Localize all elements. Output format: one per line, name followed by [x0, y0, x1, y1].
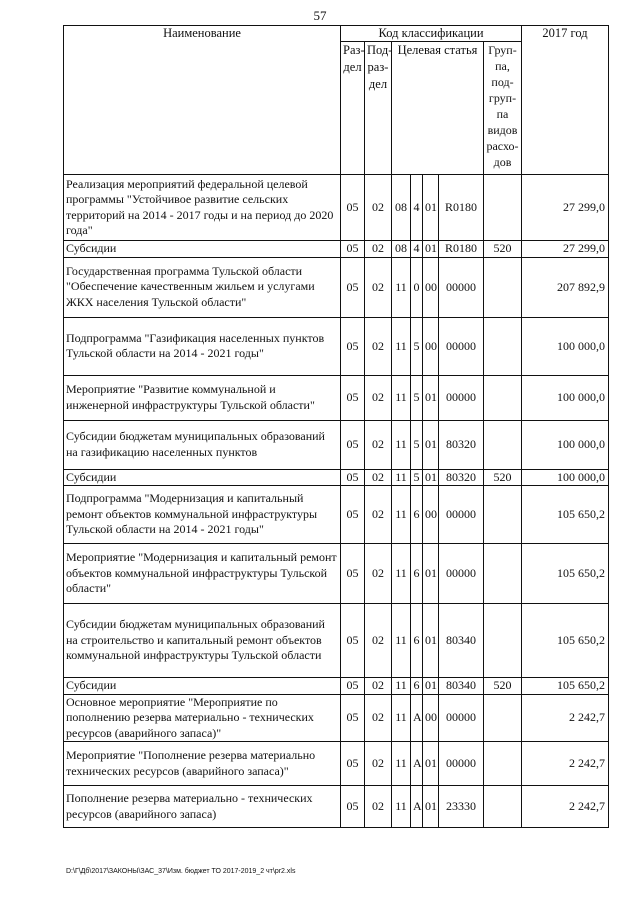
- row-amount: 100 000,0: [522, 420, 609, 469]
- row-target-c4: 00000: [439, 742, 484, 786]
- table-row: [64, 486, 609, 544]
- row-podrazdel: 02: [365, 786, 392, 828]
- row-expense-group: [484, 694, 522, 742]
- row-razdel: 05: [341, 175, 365, 241]
- row-name: Основное мероприятие "Мероприятие по пополнению резерва материально - технических ресурсов (аварийного запаса)": [64, 694, 341, 742]
- row-podrazdel: 02: [365, 375, 392, 420]
- row-target-c4: R0180: [439, 241, 484, 258]
- row-expense-group: [484, 420, 522, 469]
- row-razdel: 05: [341, 317, 365, 375]
- header-razdel: Раз- дел: [341, 42, 365, 175]
- row-name: Государственная программа Тульской области "Обеспечение качественным жильем и услугами ЖКХ населения Тульской области": [64, 257, 341, 317]
- row-target-c3: 00: [423, 317, 439, 375]
- row-target-c2: 4: [411, 175, 423, 241]
- row-amount: 2 242,7: [522, 786, 609, 828]
- header-code-group: Код классификации: [341, 26, 522, 42]
- row-podrazdel: 02: [365, 486, 392, 544]
- row-name: Субсидии бюджетам муниципальных образований на газификацию населенных пунктов: [64, 420, 341, 469]
- row-amount: 2 242,7: [522, 742, 609, 786]
- row-target-c1: 11: [392, 678, 411, 695]
- row-expense-group: [484, 786, 522, 828]
- row-amount: 27 299,0: [522, 241, 609, 258]
- row-target-c2: 5: [411, 375, 423, 420]
- row-podrazdel: 02: [365, 694, 392, 742]
- row-razdel: 05: [341, 604, 365, 678]
- page-number: 57: [313, 8, 327, 23]
- row-target-c2: 4: [411, 241, 423, 258]
- row-target-c3: 01: [423, 469, 439, 486]
- row-amount: 27 299,0: [522, 175, 609, 241]
- row-target-c2: А: [411, 742, 423, 786]
- row-target-c3: 01: [423, 742, 439, 786]
- table-row: [64, 678, 609, 695]
- row-target-c4: 00000: [439, 486, 484, 544]
- row-target-c4: 00000: [439, 257, 484, 317]
- row-expense-group: [484, 317, 522, 375]
- table-row: [64, 241, 609, 258]
- table-row: [64, 786, 609, 828]
- row-target-c2: 5: [411, 317, 423, 375]
- row-target-c1: 08: [392, 241, 411, 258]
- table-row: [64, 742, 609, 786]
- row-target-c3: 01: [423, 544, 439, 604]
- row-razdel: 05: [341, 375, 365, 420]
- row-razdel: 05: [341, 469, 365, 486]
- row-target-c4: 00000: [439, 375, 484, 420]
- row-target-c1: 11: [392, 604, 411, 678]
- row-podrazdel: 02: [365, 742, 392, 786]
- row-podrazdel: 02: [365, 604, 392, 678]
- row-target-c3: 00: [423, 257, 439, 317]
- row-target-c4: R0180: [439, 175, 484, 241]
- table-row: [64, 257, 609, 317]
- row-razdel: 05: [341, 694, 365, 742]
- row-target-c3: 01: [423, 241, 439, 258]
- table-row: [64, 694, 609, 742]
- row-target-c2: 6: [411, 678, 423, 695]
- row-razdel: 05: [341, 742, 365, 786]
- row-amount: 105 650,2: [522, 604, 609, 678]
- row-target-c1: 11: [392, 742, 411, 786]
- row-target-c2: А: [411, 694, 423, 742]
- row-expense-group: [484, 375, 522, 420]
- row-target-c1: 11: [392, 486, 411, 544]
- row-razdel: 05: [341, 420, 365, 469]
- row-target-c4: 00000: [439, 694, 484, 742]
- table-row: [64, 420, 609, 469]
- row-amount: 207 892,9: [522, 257, 609, 317]
- row-target-c3: 01: [423, 786, 439, 828]
- row-expense-group: 520: [484, 678, 522, 695]
- row-name: Мероприятие "Модернизация и капитальный ремонт объектов коммунальной инфраструктуры Тульской области": [64, 544, 341, 604]
- row-target-c2: 6: [411, 604, 423, 678]
- row-podrazdel: 02: [365, 544, 392, 604]
- row-target-c2: 5: [411, 420, 423, 469]
- budget-table: [63, 25, 609, 828]
- table-body: [64, 175, 609, 828]
- row-target-c3: 01: [423, 420, 439, 469]
- row-target-c3: 01: [423, 175, 439, 241]
- row-amount: 105 650,2: [522, 486, 609, 544]
- header-expense-group: Груп- па, под- груп- па видов расхо- дов: [484, 42, 522, 175]
- row-target-c2: 6: [411, 544, 423, 604]
- row-amount: 105 650,2: [522, 544, 609, 604]
- row-target-c1: 11: [392, 257, 411, 317]
- row-podrazdel: 02: [365, 175, 392, 241]
- row-expense-group: [484, 257, 522, 317]
- row-expense-group: [484, 175, 522, 241]
- row-name: Пополнение резерва материально - технических ресурсов (аварийного запаса): [64, 786, 341, 828]
- row-target-c4: 80340: [439, 678, 484, 695]
- row-podrazdel: 02: [365, 241, 392, 258]
- row-target-c1: 11: [392, 317, 411, 375]
- row-razdel: 05: [341, 486, 365, 544]
- row-podrazdel: 02: [365, 420, 392, 469]
- row-target-c4: 00000: [439, 544, 484, 604]
- row-target-c4: 23330: [439, 786, 484, 828]
- header-target-article: Целевая статья: [392, 42, 484, 175]
- file-path-footer: D:\Г\Дб\2017\ЗАКОНЫ\ЗАС_37\Изм. бюджет ТО 2017-2019_2 чт\pr2.xls: [66, 868, 296, 875]
- row-name: Подпрограмма "Газификация населенных пунктов Тульской области на 2014 - 2021 годы": [64, 317, 341, 375]
- row-razdel: 05: [341, 678, 365, 695]
- row-name: Реализация мероприятий федеральной целевой программы "Устойчивое развитие сельских территорий на 2014 - 2017 годы и на период до 2020 года": [64, 175, 341, 241]
- row-podrazdel: 02: [365, 257, 392, 317]
- row-target-c2: 5: [411, 469, 423, 486]
- table-row: [64, 469, 609, 486]
- row-razdel: 05: [341, 544, 365, 604]
- table-row: [64, 375, 609, 420]
- header-name: Наименование: [64, 26, 341, 175]
- row-expense-group: [484, 742, 522, 786]
- row-target-c1: 08: [392, 175, 411, 241]
- table-row: [64, 544, 609, 604]
- row-name: Субсидии: [64, 469, 341, 486]
- header-podrazdel: Под- раз- дел: [365, 42, 392, 175]
- row-target-c4: 80320: [439, 420, 484, 469]
- row-target-c4: 80320: [439, 469, 484, 486]
- row-amount: 100 000,0: [522, 469, 609, 486]
- row-razdel: 05: [341, 786, 365, 828]
- row-name: Субсидии: [64, 678, 341, 695]
- row-target-c3: 01: [423, 375, 439, 420]
- row-target-c3: 01: [423, 678, 439, 695]
- row-target-c1: 11: [392, 694, 411, 742]
- row-amount: 100 000,0: [522, 317, 609, 375]
- row-target-c1: 11: [392, 786, 411, 828]
- row-razdel: 05: [341, 257, 365, 317]
- row-name: Подпрограмма "Модернизация и капитальный ремонт объектов коммунальной инфраструктуры Тульской области на 2014 - 2021 годы": [64, 486, 341, 544]
- row-name: Субсидии бюджетам муниципальных образований на строительство и капитальный ремонт объектов коммунальной инфраструктуры Тульской области: [64, 604, 341, 678]
- row-podrazdel: 02: [365, 317, 392, 375]
- row-razdel: 05: [341, 241, 365, 258]
- row-amount: 2 242,7: [522, 694, 609, 742]
- row-target-c3: 01: [423, 604, 439, 678]
- table-row: [64, 175, 609, 241]
- row-target-c4: 80340: [439, 604, 484, 678]
- row-name: Мероприятие "Развитие коммунальной и инженерной инфраструктуры Тульской области": [64, 375, 341, 420]
- row-amount: 105 650,2: [522, 678, 609, 695]
- row-expense-group: 520: [484, 469, 522, 486]
- table-row: [64, 317, 609, 375]
- row-target-c3: 00: [423, 486, 439, 544]
- row-name: Мероприятие "Пополнение резерва материально технических ресурсов (аварийного запаса)": [64, 742, 341, 786]
- row-target-c3: 00: [423, 694, 439, 742]
- row-expense-group: [484, 486, 522, 544]
- row-podrazdel: 02: [365, 469, 392, 486]
- header-year: 2017 год: [522, 26, 609, 175]
- row-target-c1: 11: [392, 420, 411, 469]
- row-expense-group: [484, 544, 522, 604]
- row-amount: 100 000,0: [522, 375, 609, 420]
- row-name: Субсидии: [64, 241, 341, 258]
- row-target-c1: 11: [392, 375, 411, 420]
- row-target-c1: 11: [392, 544, 411, 604]
- row-target-c4: 00000: [439, 317, 484, 375]
- row-expense-group: [484, 604, 522, 678]
- row-target-c2: 6: [411, 486, 423, 544]
- row-expense-group: 520: [484, 241, 522, 258]
- table-row: [64, 604, 609, 678]
- row-target-c2: 0: [411, 257, 423, 317]
- row-target-c2: А: [411, 786, 423, 828]
- row-target-c1: 11: [392, 469, 411, 486]
- row-podrazdel: 02: [365, 678, 392, 695]
